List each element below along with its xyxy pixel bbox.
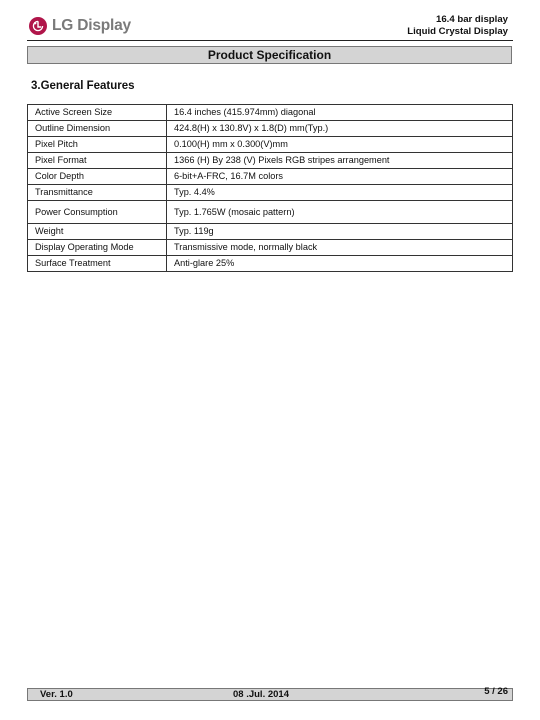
- feature-label: Display Operating Mode: [28, 240, 167, 256]
- date-label: 08 .Jul. 2014: [233, 689, 289, 700]
- doc-title-line2: Liquid Crystal Display: [407, 26, 508, 37]
- page-footer: [27, 688, 513, 701]
- feature-value: Anti-glare 25%: [167, 256, 513, 272]
- table-row: [28, 121, 513, 137]
- table-row: [28, 105, 513, 121]
- lg-logo-icon: [29, 17, 47, 35]
- table-row: [28, 201, 513, 224]
- feature-value: 0.100(H) mm x 0.300(V)mm: [167, 137, 513, 153]
- document-title: [407, 14, 508, 38]
- product-spec-banner: Product Specification: [27, 46, 512, 64]
- feature-value: 6-bit+A-FRC, 16.7M colors: [167, 169, 513, 185]
- lg-display-logo: [29, 15, 131, 37]
- feature-label: Surface Treatment: [28, 256, 167, 272]
- doc-title-line1: 16.4 bar display: [436, 14, 508, 25]
- feature-value: Typ. 1.765W (mosaic pattern): [167, 201, 513, 224]
- table-row: [28, 137, 513, 153]
- feature-value: 16.4 inches (415.974mm) diagonal: [167, 105, 513, 121]
- feature-label: Pixel Pitch: [28, 137, 167, 153]
- section-heading: 3.General Features: [31, 80, 135, 92]
- feature-value: Typ. 119g: [167, 224, 513, 240]
- table-row: [28, 185, 513, 201]
- header-divider: [27, 40, 513, 41]
- table-row: [28, 153, 513, 169]
- table-row: [28, 256, 513, 272]
- feature-value: Typ. 4.4%: [167, 185, 513, 201]
- feature-label: Weight: [28, 224, 167, 240]
- feature-label: Color Depth: [28, 169, 167, 185]
- table-row: [28, 240, 513, 256]
- logo-text: LG Display: [52, 17, 131, 34]
- table-row: [28, 224, 513, 240]
- feature-label: Transmittance: [28, 185, 167, 201]
- feature-label: Outline Dimension: [28, 121, 167, 137]
- feature-label: Pixel Format: [28, 153, 167, 169]
- feature-value: Transmissive mode, normally black: [167, 240, 513, 256]
- feature-value: 424.8(H) x 130.8V) x 1.8(D) mm(Typ.): [167, 121, 513, 137]
- table-row: [28, 169, 513, 185]
- feature-label: Active Screen Size: [28, 105, 167, 121]
- page-number: 5 / 26: [484, 686, 508, 697]
- version-label: Ver. 1.0: [40, 689, 73, 700]
- feature-label: Power Consumption: [28, 201, 167, 224]
- feature-value: 1366 (H) By 238 (V) Pixels RGB stripes arrangement: [167, 153, 513, 169]
- general-features-table: [27, 104, 513, 272]
